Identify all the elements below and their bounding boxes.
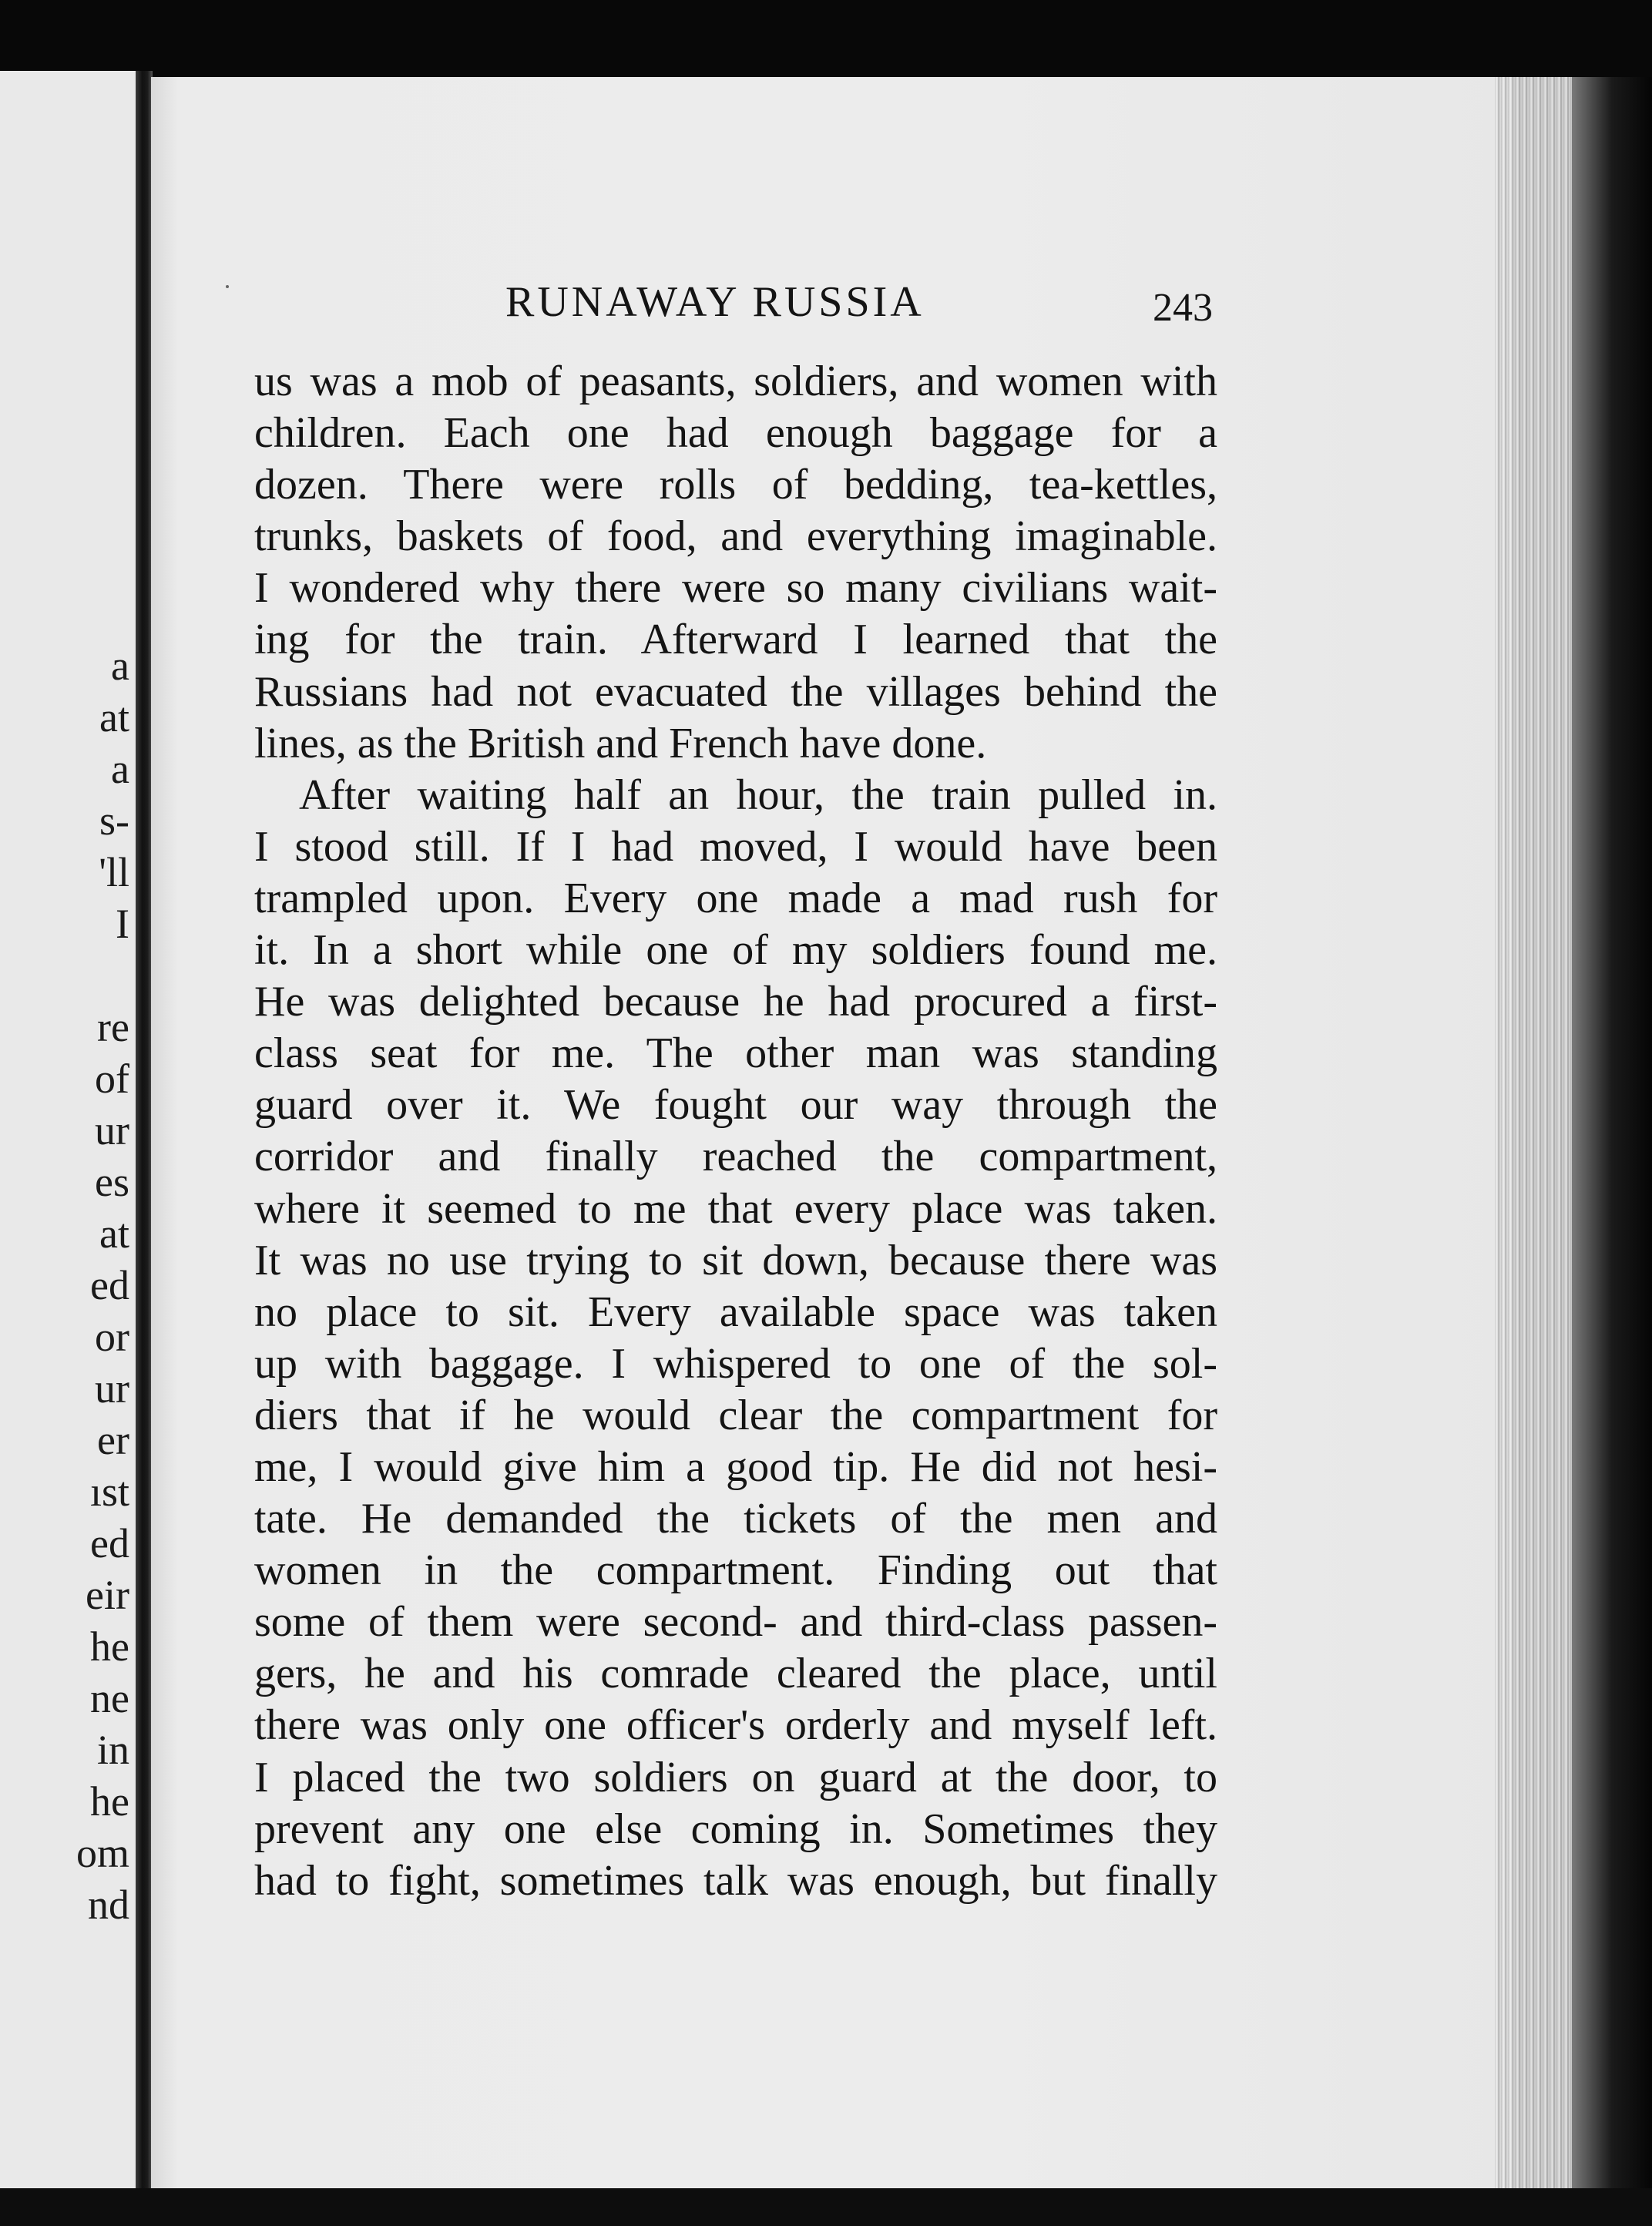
book-gutter — [136, 71, 153, 2188]
facing-page-fragment: in — [96, 1727, 129, 1773]
facing-page-fragment: ed — [90, 1262, 129, 1308]
text-line: us was a mob of peasants, soldiers, and women with — [254, 358, 1217, 405]
text-line: lines, as the British and French have done. — [254, 719, 987, 767]
text-line: I stood still. If I had moved, I would have been — [254, 822, 1217, 871]
facing-page-left — [0, 71, 140, 2188]
facing-page-fragment: ed — [90, 1520, 129, 1566]
paragraph-first-line: After waiting half an hour, the train pulled in. — [299, 771, 1217, 819]
facing-page-fragment: nd — [88, 1882, 129, 1928]
body-text — [254, 356, 1217, 1907]
text-line: class seat for me. The other man was standing — [254, 1029, 1217, 1078]
text-line: diers that if he would clear the compartment for — [254, 1391, 1217, 1439]
facing-page-fragment: es — [95, 1159, 129, 1205]
facing-page-fragment: of — [95, 1056, 129, 1102]
facing-page-fragment: re — [97, 1004, 129, 1050]
text-line: gers, he and his comrade cleared the place, until — [254, 1650, 1217, 1698]
text-line: up with baggage. I whispered to one of the sol- — [254, 1339, 1217, 1388]
facing-page-fragment: he — [90, 1778, 129, 1825]
page-edges-shadow — [1572, 77, 1652, 2188]
scanner-background-bottom — [0, 2188, 1652, 2226]
facing-page-fragment: om — [76, 1830, 129, 1876]
text-line: trampled upon. Every one made a mad rush for — [254, 874, 1217, 922]
facing-page-fragment: ıst — [89, 1469, 129, 1515]
text-line: there was only one officer's orderly and myself left. — [254, 1701, 1217, 1750]
text-line: had to fight, sometimes talk was enough, but finally — [254, 1856, 1217, 1905]
text-line: children. Each one had enough baggage for a — [254, 409, 1217, 458]
text-line: ing for the train. Afterward I learned that the — [254, 616, 1217, 664]
facing-page-fragment: ur — [95, 1107, 129, 1153]
facing-page-fragment: 'll — [99, 849, 129, 895]
text-line: where it seemed to me that every place was taken. — [254, 1184, 1217, 1233]
text-line: trunks, baskets of food, and everything imaginable. — [254, 512, 1217, 561]
facing-page-fragment: eir — [86, 1572, 129, 1618]
text-line: some of them were second- and third-class passen- — [254, 1598, 1217, 1647]
facing-page-fragment: s- — [99, 797, 129, 844]
text-line: no place to sit. Every available space was taken — [254, 1288, 1217, 1336]
dust-speck — [226, 285, 229, 288]
facing-page-fragment: a — [111, 643, 129, 689]
text-line: He was delighted because he had procured a first- — [254, 978, 1217, 1026]
text-line: corridor and finally reached the compartment, — [254, 1133, 1217, 1181]
facing-page-fragment: ne — [90, 1675, 129, 1721]
text-line: It was no use trying to sit down, because there was — [254, 1236, 1217, 1284]
facing-page-fragment: or — [95, 1314, 129, 1360]
text-line: guard over it. We fought our way through the — [254, 1081, 1217, 1130]
text-line: I placed the two soldiers on guard at the door, to — [254, 1753, 1217, 1801]
text-line: tate. He demanded the tickets of the men and — [254, 1495, 1217, 1543]
facing-page-fragment: at — [99, 694, 129, 740]
text-line: I wondered why there were so many civilians wait- — [254, 564, 1217, 613]
page-number: 243 — [1153, 286, 1213, 330]
text-line: me, I would give him a good tip. He did not hesi- — [254, 1442, 1217, 1491]
scanner-background-top — [0, 0, 1652, 77]
facing-page-fragment: he — [90, 1623, 129, 1670]
text-line: Russians had not evacuated the villages behind the — [254, 667, 1217, 716]
facing-page-fragment: ur — [95, 1365, 129, 1412]
text-line: it. In a short while one of my soldiers found me. — [254, 926, 1217, 975]
running-head: RUNAWAY RUSSIA — [505, 278, 925, 326]
text-line: prevent any one else coming in. Sometimes they — [254, 1805, 1217, 1853]
facing-page-fragment: er — [97, 1417, 129, 1463]
text-line: women in the compartment. Finding out that — [254, 1546, 1217, 1595]
text-line: dozen. There were rolls of bedding, tea-kettles, — [254, 461, 1217, 509]
facing-page-fragment: I — [116, 901, 129, 947]
facing-page-fragment: at — [99, 1210, 129, 1257]
facing-page-fragment: a — [111, 746, 129, 792]
